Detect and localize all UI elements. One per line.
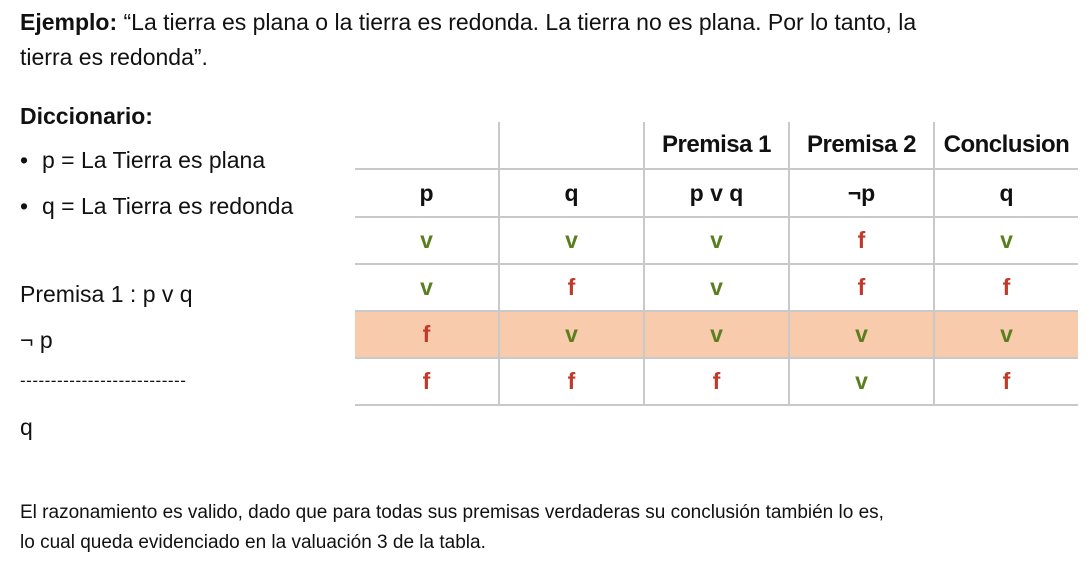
column-header-cell: p v q: [644, 169, 789, 217]
table-row: [355, 358, 1078, 405]
table-cell: v: [499, 311, 644, 358]
bullet-icon: •: [20, 193, 29, 219]
table-cell: v: [355, 217, 499, 264]
group-header-cell: Premisa 1: [644, 122, 789, 169]
group-header-row: [355, 122, 1078, 169]
table-cell: f: [789, 217, 934, 264]
column-header-row: [355, 169, 1078, 217]
table-cell: f: [355, 358, 499, 405]
table-cell: f: [934, 358, 1078, 405]
table-cell: v: [934, 311, 1078, 358]
table-cell: f: [934, 264, 1078, 311]
dictionary-item: [20, 191, 293, 221]
bullet-icon: •: [20, 147, 29, 173]
table-row-highlighted: [355, 311, 1078, 358]
group-header-cell: [499, 122, 644, 169]
premise-1: Premisa 1 : p v q: [20, 281, 193, 307]
group-header-cell: Premisa 2: [789, 122, 934, 169]
dictionary-item-text: q = La Tierra es redonda: [42, 193, 294, 219]
table-cell: f: [789, 264, 934, 311]
conclusion: q: [20, 414, 33, 440]
table-cell: v: [355, 264, 499, 311]
table-cell: f: [355, 311, 499, 358]
table-row: [355, 264, 1078, 311]
table-cell: v: [644, 264, 789, 311]
footer-text-1: El razonamiento es valido, dado que para todas sus premisas verdaderas su conclusión también lo es,: [20, 502, 884, 523]
dictionary-item-text: p = La Tierra es plana: [42, 147, 266, 173]
argument-separator: ---------------------------: [20, 371, 187, 390]
footer-text-2: lo cual queda evidenciado en la valuación 3 de la tabla.: [20, 532, 486, 553]
table-row: [355, 217, 1078, 264]
example-text-1: “La tierra es plana o la tierra es redonda. La tierra no es plana. Por lo tanto, la: [117, 9, 917, 35]
table-cell: v: [789, 358, 934, 405]
table-cell: v: [644, 217, 789, 264]
table-cell: v: [789, 311, 934, 358]
group-header-cell: Conclusion: [934, 122, 1078, 169]
truth-table: [355, 122, 1078, 406]
table-cell: v: [644, 311, 789, 358]
example-line-1: [20, 7, 916, 37]
table-cell: f: [499, 358, 644, 405]
example-label: Ejemplo:: [20, 9, 118, 35]
table-cell: v: [934, 217, 1078, 264]
group-header-cell: [355, 122, 499, 169]
table-cell: v: [499, 217, 644, 264]
column-header-cell: q: [934, 169, 1078, 217]
premise-2: ¬ p: [20, 327, 53, 353]
table-cell: f: [644, 358, 789, 405]
example-text-2: tierra es redonda”.: [20, 44, 208, 70]
table-cell: f: [499, 264, 644, 311]
column-header-cell: ¬p: [789, 169, 934, 217]
dictionary-item: [20, 145, 265, 175]
column-header-cell: q: [499, 169, 644, 217]
column-header-cell: p: [355, 169, 499, 217]
dictionary-title: Diccionario:: [20, 103, 153, 129]
